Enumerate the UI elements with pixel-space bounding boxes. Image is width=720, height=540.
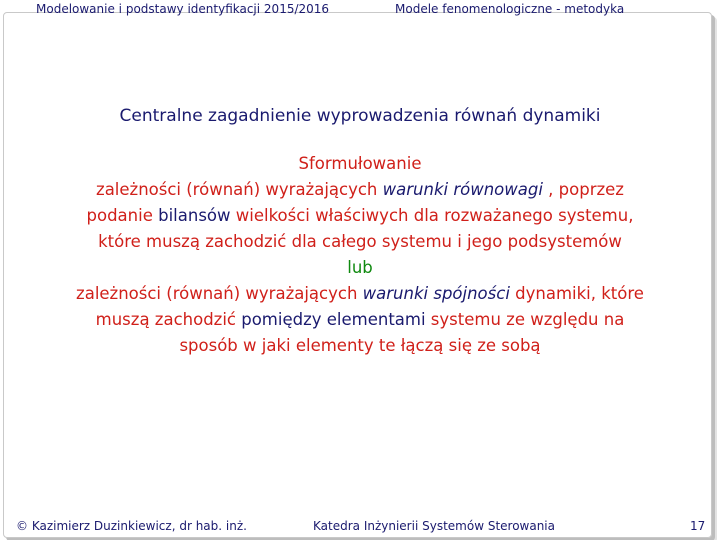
connector-lub: lub — [347, 258, 373, 277]
p2-line-2 — [20, 307, 700, 333]
p1-line-1 — [20, 177, 700, 203]
p1-text-d: podanie — [86, 206, 159, 225]
p1-term-warunki-rownowagi: warunki równowagi — [382, 180, 543, 199]
header-topic: Modele fenomenologiczne - metodyka — [395, 2, 625, 16]
p1-line-3: które muszą zachodzić dla całego systemu i jego podsystemów — [98, 232, 622, 251]
footer-department: Katedra Inżynierii Systemów Sterowania — [313, 519, 555, 533]
p1-term-bilansow: bilansów — [158, 206, 231, 225]
p2-text-c: dynamiki, które — [509, 284, 644, 303]
p2-text-a: zależności (równań) wyrażających — [76, 284, 363, 303]
p1-text-a: zależności (równań) wyrażających — [96, 180, 383, 199]
p2-term-pomiedzy-elementami: pomiędzy elementami — [241, 310, 426, 329]
p1-text-f: wielkości właściwych dla rozważanego systemu, — [230, 206, 634, 225]
footer-author: © Kazimierz Duzinkiewicz, dr hab. inż. — [16, 519, 247, 533]
body-heading: Sformułowanie — [298, 154, 422, 173]
slide-title: Centralne zagadnienie wyprowadzenia równań dynamiki — [119, 106, 601, 126]
slide-body — [20, 151, 700, 359]
p2-line-3: sposób w jaki elementy te łączą się ze sobą — [179, 336, 541, 355]
p1-line-2 — [20, 203, 700, 229]
p1-text-c: , poprzez — [542, 180, 624, 199]
p2-text-d: muszą zachodzić — [95, 310, 242, 329]
p2-text-f: systemu ze względu na — [425, 310, 625, 329]
page-number: 17 — [690, 519, 706, 533]
header-course: Modelowanie i podstawy identyfikacji 2015/2016 — [36, 2, 330, 16]
p2-term-warunki-spojnosci: warunki spójności — [362, 284, 510, 303]
p2-line-1 — [20, 281, 700, 307]
